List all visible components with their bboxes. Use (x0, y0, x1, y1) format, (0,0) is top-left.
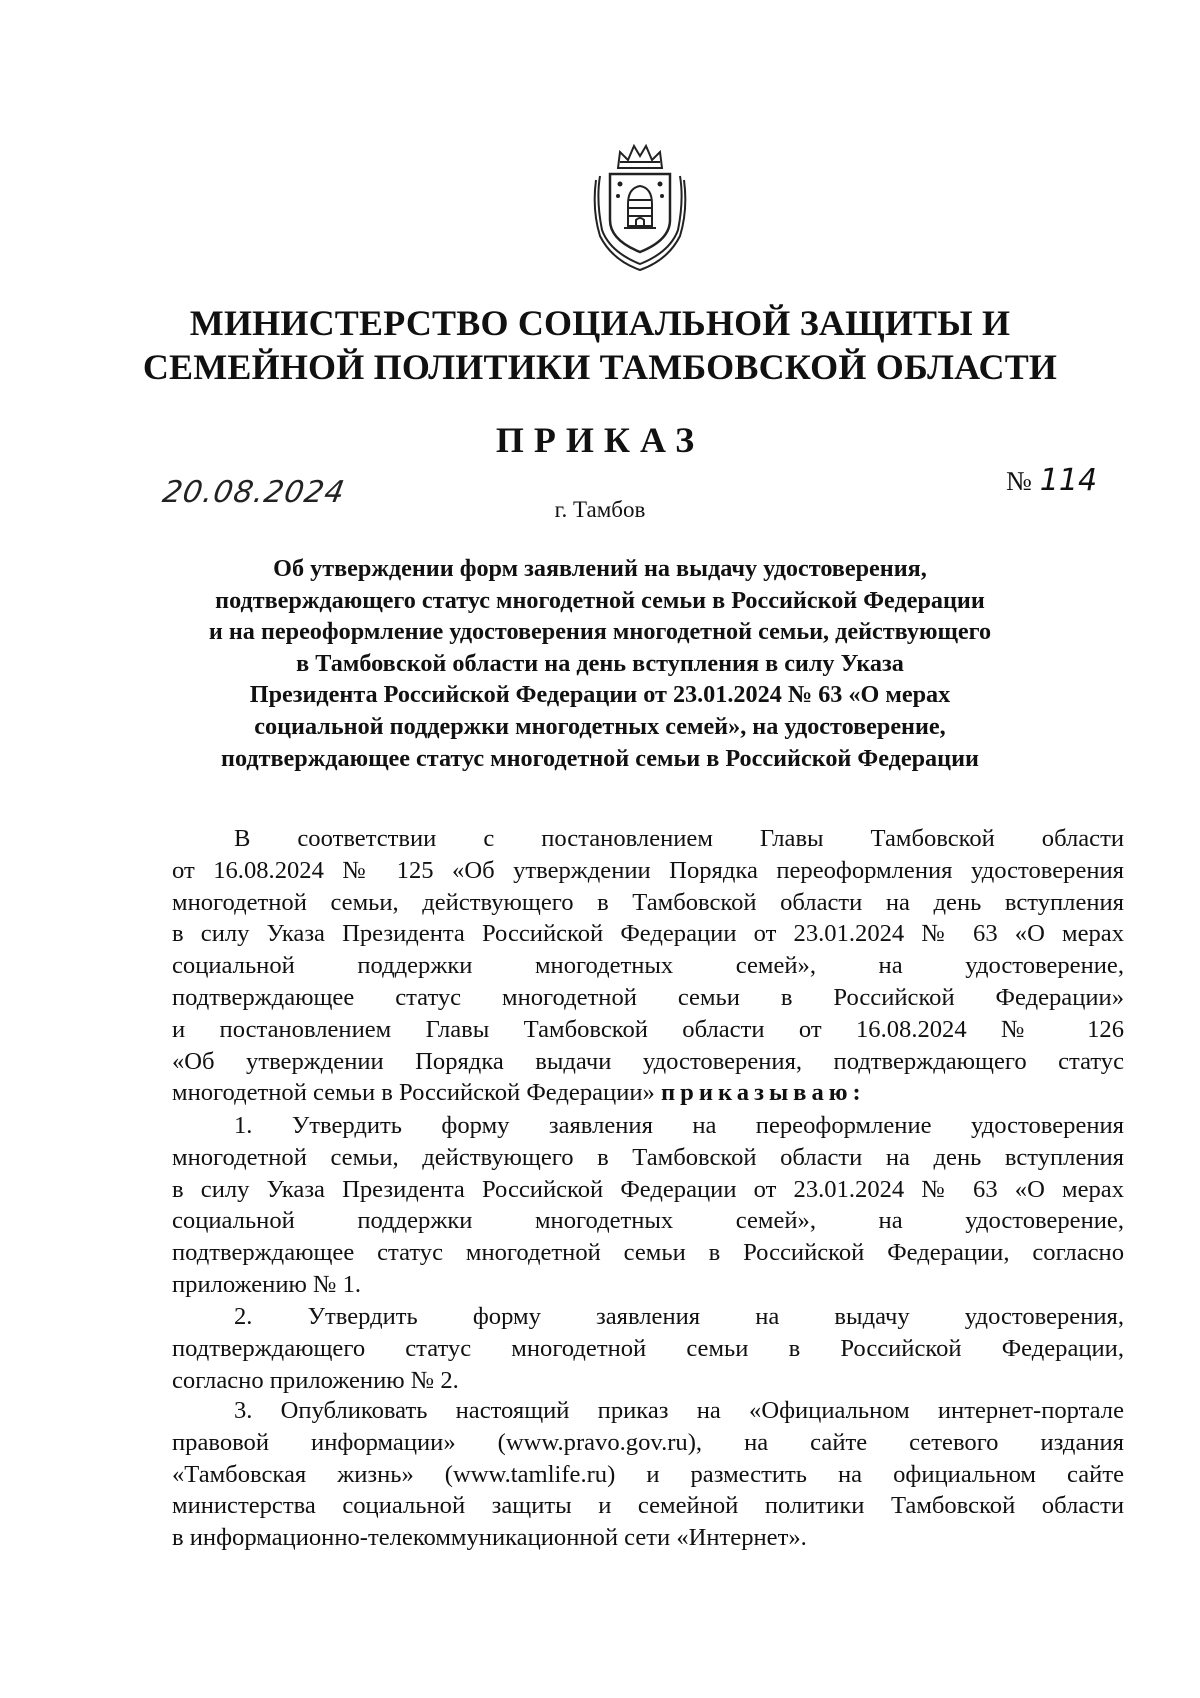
ministry-name-line2: СЕМЕЙНОЙ ПОЛИТИКИ ТАМБОВСКОЙ ОБЛАСТИ (142, 347, 1058, 387)
body-line: «Тамбовская жизнь» (www.tamlife.ru) и разместить на официальном сайте (172, 1460, 1124, 1488)
body-line: 1. Утвердить форму заявления на переоформление удостоверения (234, 1112, 1124, 1139)
subject-line: в Тамбовской области на день вступления в силу Указа (296, 649, 904, 677)
body-line: в информационно-телекоммуникационной сети «Интернет». (172, 1524, 807, 1552)
body-line: в силу Указа Президента Российской Федерации от 23.01.2024 № 63 «О мерах (172, 920, 1124, 948)
body-line (172, 1077, 1124, 1109)
order-subject (180, 553, 1020, 774)
subject-line: социальной поддержки многодетных семей», на удостоверение, (254, 712, 946, 740)
body-line: многодетной семьи, действующего в Тамбовской области на день вступления (172, 1143, 1124, 1171)
body-line: «Об утверждении Порядка выдачи удостоверения, подтверждающего статус (172, 1047, 1124, 1075)
subject-line: и на переоформление удостоверения многодетной семьи, действующего (208, 618, 992, 646)
number-value: 114 (1039, 463, 1098, 498)
number-label: № (1006, 466, 1032, 496)
body-line: социальной поддержки многодетных семей», на удостоверение, (172, 952, 1124, 980)
body-line: многодетной семьи, действующего в Тамбовской области на день вступления (172, 888, 1124, 916)
body-line: 2. Утвердить форму заявления на выдачу удостоверения, (234, 1303, 1124, 1330)
body-line: подтверждающего статус многодетной семьи в Российской Федерации, (172, 1334, 1124, 1362)
body-line: правовой информации» (www.pravo.gov.ru), на сайте сетевого издания (172, 1428, 1124, 1456)
order-number (1006, 463, 1097, 498)
city-name: г. Тамбов (554, 497, 646, 522)
body-line: социальной поддержки многодетных семей», на удостоверение, (172, 1207, 1124, 1235)
body-line: от 16.08.2024 № 125 «Об утверждении Порядка переоформления удостоверения (172, 856, 1124, 884)
document-type-title: ПРИКАЗ (495, 420, 705, 460)
subject-line: подтверждающего статус многодетной семьи в Российской Федерации (215, 586, 985, 614)
body-line: приложению № 1. (172, 1270, 362, 1298)
body-line: министерства социальной защиты и семейной политики Тамбовской области (172, 1492, 1124, 1520)
coat-of-arms-icon (590, 140, 690, 275)
body-line: подтверждающее статус многодетной семьи в Российской Федерации, согласно (172, 1239, 1124, 1267)
body-line: 3. Опубликовать настоящий приказ на «Официальном интернет-портале (234, 1397, 1124, 1424)
body-line: В соответствии с постановлением Главы Тамбовской области (234, 825, 1124, 852)
subject-line: Президента Российской Федерации от 23.01.2024 № 63 «О мерах (249, 681, 951, 709)
body-line: подтверждающее статус многодетной семьи в Российской Федерации» (172, 983, 1124, 1011)
subject-line: подтверждающее статус многодетной семьи в Российской Федерации (221, 744, 979, 772)
item-1-paragraph (172, 1110, 1124, 1301)
subject-line: Об утверждении форм заявлений на выдачу удостоверения, (273, 555, 927, 582)
body-line: согласно приложению № 2. (172, 1366, 459, 1394)
item-2-paragraph (172, 1301, 1124, 1396)
body-line: и постановлением Главы Тамбовской области от 16.08.2024 № 126 (172, 1015, 1124, 1043)
body-line-text: многодетной семьи в Российской Федерации» (172, 1079, 655, 1107)
order-date: 20.08.2024 (159, 475, 348, 510)
order-word: приказываю: (660, 1079, 866, 1107)
ministry-name-line1: МИНИСТЕРСТВО СОЦИАЛЬНОЙ ЗАЩИТЫ И (189, 303, 1011, 343)
preamble-paragraph (172, 823, 1124, 1109)
body-line: в силу Указа Президента Российской Федерации от 23.01.2024 № 63 «О мерах (172, 1175, 1124, 1203)
item-3-paragraph (172, 1395, 1124, 1554)
